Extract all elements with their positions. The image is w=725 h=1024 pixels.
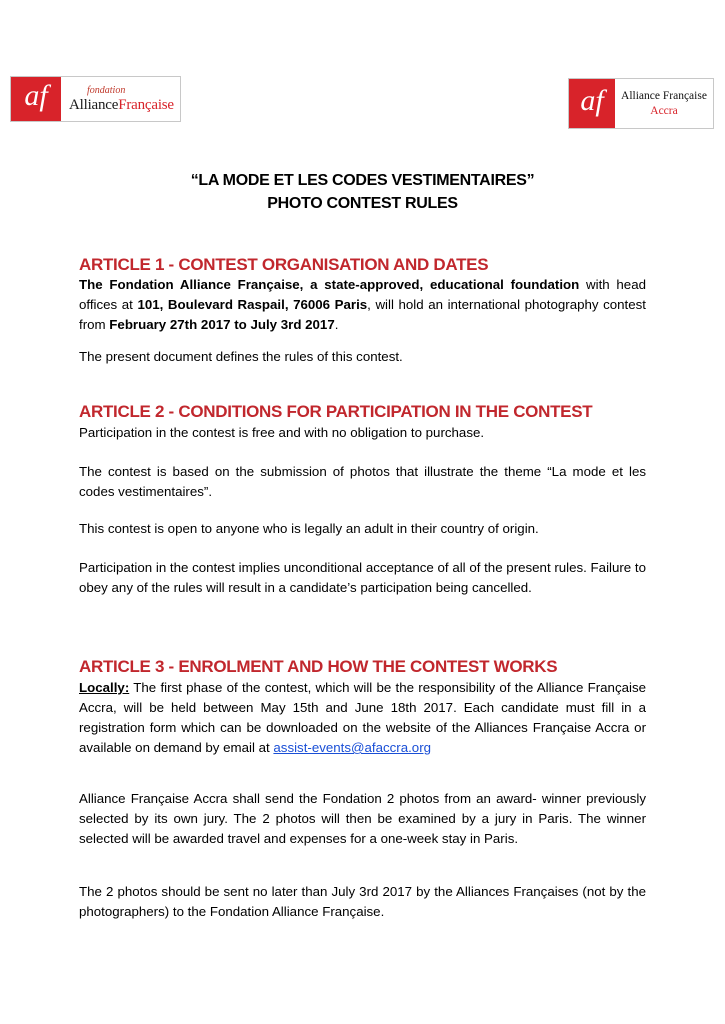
article3-heading: ARTICLE 3 - ENROLMENT AND HOW THE CONTEST WORKS — [79, 657, 558, 676]
af-logo-mark: af — [569, 79, 615, 128]
document-subtitle: PHOTO CONTEST RULES — [267, 195, 458, 212]
article1-paragraph1: The Fondation Alliance Française, a state-approved, educational foundation with head offices at 101, Boulevard Raspail, 76006 Paris, will hold an international photography contest from February 27th 2017 to July 3rd 2017. — [79, 277, 646, 332]
article3-paragraph1: Locally: The first phase of the contest, which will be the responsibility of the Alliance Française Accra, will be held between May 15th and June 18th 2017. Each candidate must fill in a registration form which can be downloaded on the website of the Alliances Française Accra or available on demand by email at assist-events@afaccra.org — [79, 680, 646, 755]
article2-paragraph2: The contest is based on the submission of photos that illustrate the theme “La mode et les codes vestimentaires”. — [79, 464, 646, 499]
article1-paragraph2: The present document defines the rules of this contest. — [79, 349, 403, 364]
email-link[interactable]: assist-events@afaccra.org — [273, 740, 432, 755]
article3-paragraph3: The 2 photos should be sent no later than July 3rd 2017 by the Alliances Françaises (not by the photographers) to the Fondation Alliance Française. — [79, 884, 646, 919]
fondation-alliance-francaise-logo — [10, 76, 181, 122]
article2-heading: ARTICLE 2 - CONDITIONS FOR PARTICIPATION IN THE CONTEST — [79, 402, 593, 421]
logo-line2: Accra — [650, 104, 678, 117]
document-title: “LA MODE ET LES CODES VESTIMENTAIRES” — [190, 172, 535, 189]
alliance-francaise-accra-logo — [568, 78, 714, 129]
article2-paragraph4: Participation in the contest implies unconditional acceptance of all of the present rules. Failure to obey any of the rules will result in a candidate’s participation being cancelled. — [79, 560, 646, 595]
logo-line1: Alliance Française — [621, 89, 707, 102]
article3-paragraph2: Alliance Française Accra shall send the Fondation 2 photos from an award- winner previously selected by its own jury. The 2 photos will then be examined by a jury in Paris. The winner selected will be awarded travel and expenses for a one-week stay in Paris. — [79, 791, 646, 846]
logo-fondation-text: fondation — [87, 85, 126, 96]
logo-name: AllianceFrançaise — [69, 97, 174, 113]
article2-paragraph1: Participation in the contest is free and with no obligation to purchase. — [79, 425, 485, 440]
locally-label: Locally: — [79, 680, 130, 695]
article2-paragraph3: This contest is open to anyone who is legally an adult in their country of origin. — [79, 521, 539, 536]
af-logo-mark: af — [11, 77, 61, 121]
article1-heading: ARTICLE 1 - CONTEST ORGANISATION AND DATES — [79, 255, 489, 274]
